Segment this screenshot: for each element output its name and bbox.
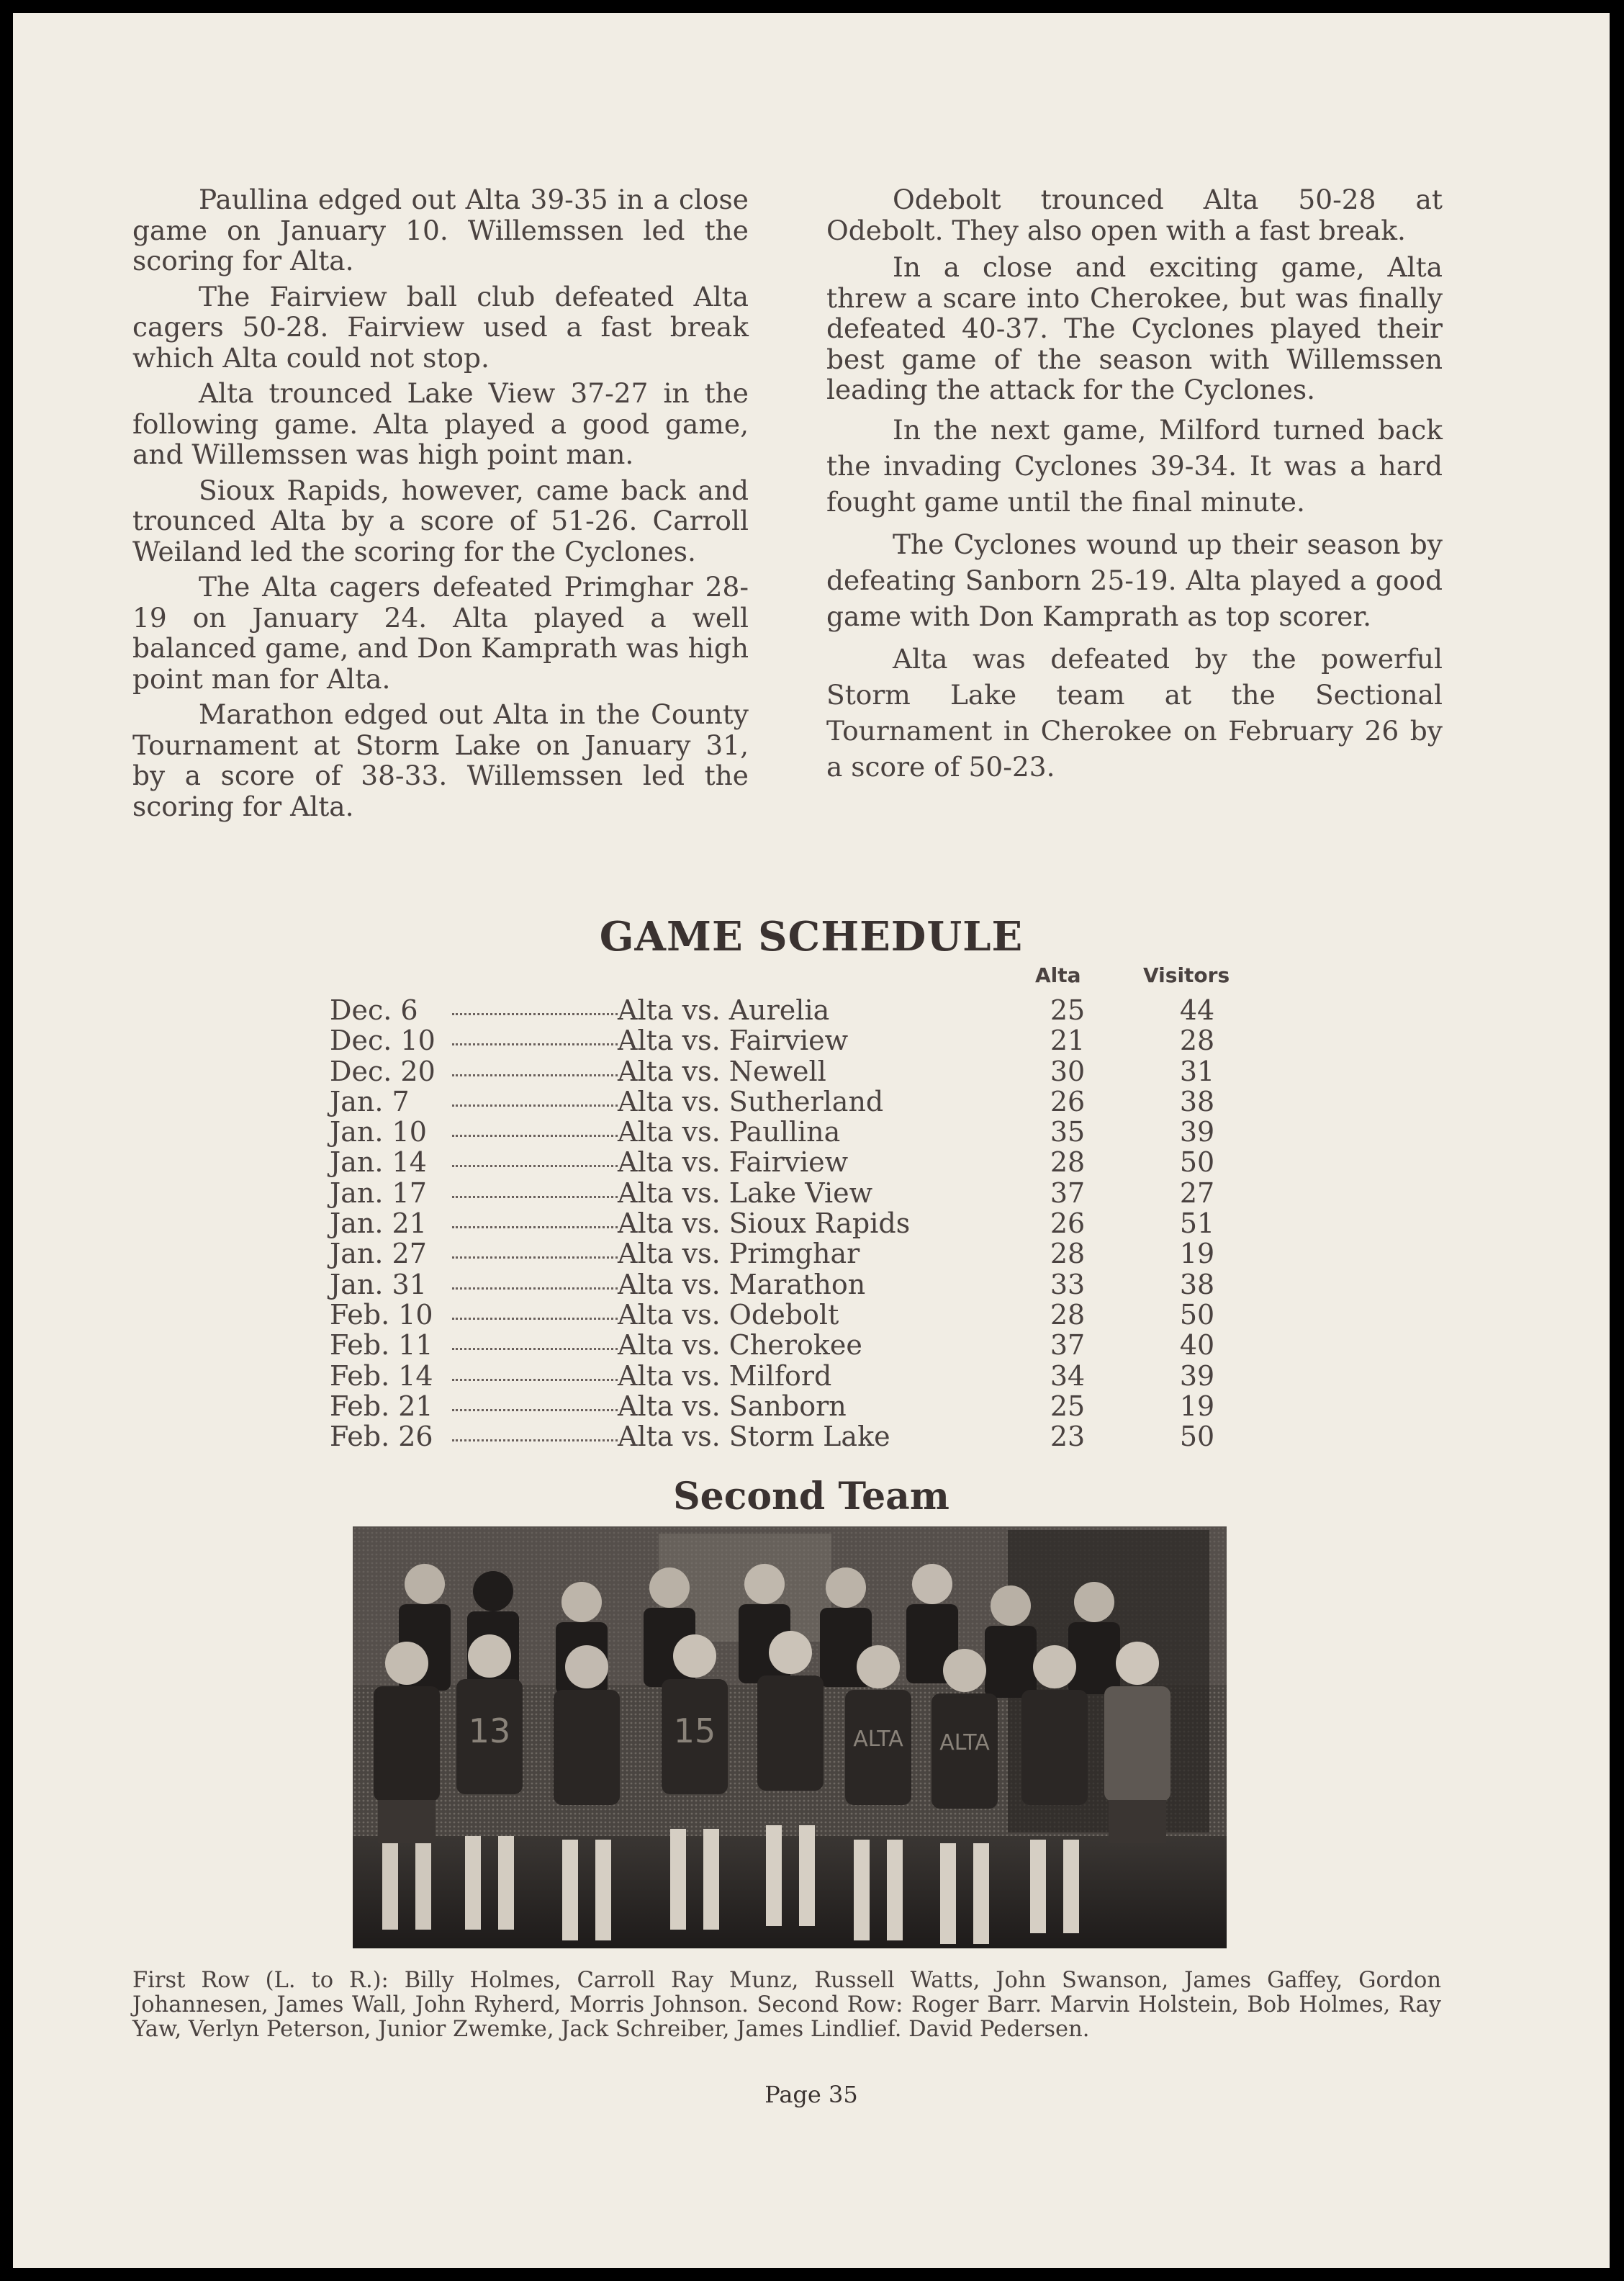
paragraph: Marathon edged out Alta in the County Tournament at Storm Lake on January 31, by a score of 38-33. Willemssen led the scoring for Alta.: [132, 698, 749, 822]
schedule-matchup: Alta vs. Odebolt: [618, 1298, 839, 1331]
schedule-date: Jan. 14: [330, 1146, 427, 1179]
visitors-score: 51: [1179, 1207, 1215, 1240]
leader-dots: [452, 1372, 618, 1381]
schedule-row: [330, 1421, 1266, 1451]
schedule-date: Feb. 11: [330, 1329, 433, 1362]
paragraph: The Fairview ball club defeated Alta cagers 50-28. Fairview used a fast break which Alta could not stop.: [132, 280, 749, 374]
alta-score: 25: [1050, 994, 1086, 1026]
schedule-row: [330, 1177, 1266, 1207]
alta-score: 28: [1050, 1298, 1086, 1331]
visitors-score: 31: [1179, 1055, 1215, 1087]
schedule-matchup: Alta vs. Sanborn: [618, 1390, 847, 1422]
svg-text:15: 15: [673, 1711, 716, 1750]
schedule-date: Dec. 10: [330, 1025, 436, 1057]
alta-score: 37: [1050, 1177, 1086, 1209]
schedule-row: [330, 1390, 1266, 1421]
yearbook-page: [13, 13, 1610, 2268]
leader-dots: [452, 1402, 618, 1411]
schedule-row: [330, 1299, 1266, 1329]
schedule-row: [330, 1269, 1266, 1299]
visitors-score: 27: [1179, 1177, 1215, 1209]
visitors-score: 28: [1179, 1025, 1215, 1057]
svg-text:ALTA: ALTA: [853, 1727, 903, 1752]
paragraph: The Alta cagers defeated Primghar 28-19 on January 24. Alta played a well balanced game, and Don Kamprath was high point man for Alta.: [132, 571, 749, 695]
schedule-table: [330, 994, 1266, 1451]
paragraph: Odebolt trounced Alta 50-28 at Odebolt. They also open with a fast break.: [826, 184, 1443, 246]
schedule-title: GAME SCHEDULE: [599, 913, 1024, 960]
paragraph: The Cyclones wound up their season by defeating Sanborn 25-19. Alta played a good game with Don Kamprath as top scorer.: [826, 528, 1443, 632]
schedule-matchup: Alta vs. Lake View: [618, 1177, 873, 1209]
leader-dots: [452, 1249, 618, 1259]
visitors-score: 38: [1179, 1268, 1215, 1300]
schedule-matchup: Alta vs. Milford: [618, 1359, 832, 1392]
alta-score: 28: [1050, 1238, 1086, 1270]
schedule-row: [330, 1238, 1266, 1268]
svg-text:13: 13: [468, 1711, 511, 1750]
schedule-row: [330, 1146, 1266, 1177]
schedule-date: Jan. 27: [330, 1238, 427, 1270]
leader-dots: [452, 1341, 618, 1350]
alta-score: 21: [1050, 1025, 1086, 1057]
visitors-score: 19: [1179, 1238, 1215, 1270]
schedule-row: [330, 1329, 1266, 1362]
leader-dots: [452, 1067, 618, 1076]
visitors-score: 44: [1179, 994, 1215, 1026]
leader-dots: [452, 1432, 618, 1441]
alta-score: 35: [1050, 1116, 1086, 1148]
schedule-matchup: Alta vs. Sutherland: [618, 1085, 884, 1117]
team-photo-caption: First Row (L. to R.): Billy Holmes, Carroll Ray Munz, Russell Watts, John Swanson, James Gaffey, Gordon Johannesen, James Wall, John Ryherd, Morris Johnson. Second Row: Roger Barr. Marvin Holstein, Bob Holmes, Ray Yaw, Verlyn Peterson, Junior Zwemke, Jack Schreiber, James Lindlief. David Pedersen.: [132, 1968, 1441, 2042]
schedule-row: [330, 1056, 1266, 1086]
paragraph: Paullina edged out Alta 39-35 in a close game on January 10. Willemssen led the scoring for Alta.: [132, 184, 749, 276]
schedule-matchup: Alta vs. Newell: [618, 1055, 826, 1087]
schedule-date: Dec. 6: [330, 994, 418, 1026]
svg-text:ALTA: ALTA: [939, 1730, 990, 1755]
alta-score: 28: [1050, 1146, 1086, 1179]
schedule-matchup: Alta vs. Fairview: [618, 1146, 849, 1179]
schedule-date: Jan. 7: [330, 1085, 410, 1117]
schedule-date: Feb. 14: [330, 1359, 433, 1392]
alta-column-header: Alta: [1035, 963, 1081, 987]
article-left-column: [132, 184, 749, 827]
visitors-score: 38: [1179, 1085, 1215, 1117]
schedule-matchup: Alta vs. Primghar: [618, 1238, 860, 1270]
paragraph: In a close and exciting game, Alta threw a scare into Cherokee, but was finally defeated 40-37. The Cyclones played their best game of the season with Willemssen leading the attack for the Cyclones.: [826, 251, 1443, 405]
schedule-date: Dec. 20: [330, 1055, 436, 1087]
visitors-score: 39: [1179, 1359, 1215, 1392]
schedule-date: Feb. 26: [330, 1421, 433, 1453]
alta-score: 33: [1050, 1268, 1086, 1300]
alta-score: 26: [1050, 1207, 1086, 1240]
page-number: Page 35: [764, 2081, 858, 2108]
schedule-matchup: Alta vs. Cherokee: [618, 1329, 862, 1362]
schedule-matchup: Alta vs. Storm Lake: [618, 1421, 890, 1453]
article-right-column: [826, 184, 1443, 791]
alta-score: 34: [1050, 1359, 1086, 1392]
visitors-score: 50: [1179, 1421, 1215, 1453]
visitors-score: 50: [1179, 1298, 1215, 1331]
visitors-score: 39: [1179, 1116, 1215, 1148]
team-photo-image: [353, 1526, 1227, 1948]
alta-score: 30: [1050, 1055, 1086, 1087]
schedule-matchup: Alta vs. Sioux Rapids: [618, 1207, 911, 1240]
visitors-score: 50: [1179, 1146, 1215, 1179]
alta-score: 25: [1050, 1390, 1086, 1422]
schedule-matchup: Alta vs. Paullina: [618, 1116, 841, 1148]
visitors-column-header: Visitors: [1143, 963, 1230, 987]
schedule-date: Jan. 10: [330, 1116, 427, 1148]
schedule-matchup: Alta vs. Marathon: [618, 1268, 866, 1300]
schedule-matchup: Alta vs. Aurelia: [618, 994, 830, 1026]
leader-dots: [452, 1158, 618, 1167]
leader-dots: [452, 1097, 618, 1107]
paragraph: Alta trounced Lake View 37-27 in the following game. Alta played a good game, and Willemssen was high point man.: [132, 377, 749, 470]
schedule-matchup: Alta vs. Fairview: [618, 1025, 849, 1057]
alta-score: 37: [1050, 1329, 1086, 1362]
team-photo: [353, 1526, 1227, 1948]
schedule-date: Jan. 21: [330, 1207, 427, 1240]
leader-dots: [452, 1006, 618, 1015]
leader-dots: [452, 1128, 618, 1137]
schedule-row: [330, 1360, 1266, 1390]
paragraph: In the next game, Milford turned back the invading Cyclones 39-34. It was a hard fought game until the final minute.: [826, 413, 1443, 518]
paragraph: Alta was defeated by the powerful Storm Lake team at the Sectional Tournament in Cherokee on February 26 by a score of 50-23.: [826, 642, 1443, 783]
leader-dots: [452, 1280, 618, 1290]
alta-score: 26: [1050, 1085, 1086, 1117]
schedule-date: Jan. 17: [330, 1177, 427, 1209]
schedule-date: Feb. 21: [330, 1390, 433, 1422]
schedule-date: Jan. 31: [330, 1268, 427, 1300]
visitors-score: 40: [1179, 1329, 1215, 1362]
leader-dots: [452, 1189, 618, 1198]
leader-dots: [452, 1219, 618, 1228]
schedule-date: Feb. 10: [330, 1298, 433, 1331]
visitors-score: 19: [1179, 1390, 1215, 1422]
second-team-title: Second Team: [673, 1475, 949, 1519]
schedule-row: [330, 1086, 1266, 1116]
schedule-row: [330, 1116, 1266, 1146]
alta-score: 23: [1050, 1421, 1086, 1453]
leader-dots: [452, 1310, 618, 1320]
schedule-row: [330, 1207, 1266, 1238]
schedule-row: [330, 1025, 1266, 1055]
schedule-row: [330, 994, 1266, 1025]
leader-dots: [452, 1036, 618, 1045]
paragraph: Sioux Rapids, however, came back and trounced Alta by a score of 51-26. Carroll Weiland led the scoring for the Cyclones.: [132, 474, 749, 567]
